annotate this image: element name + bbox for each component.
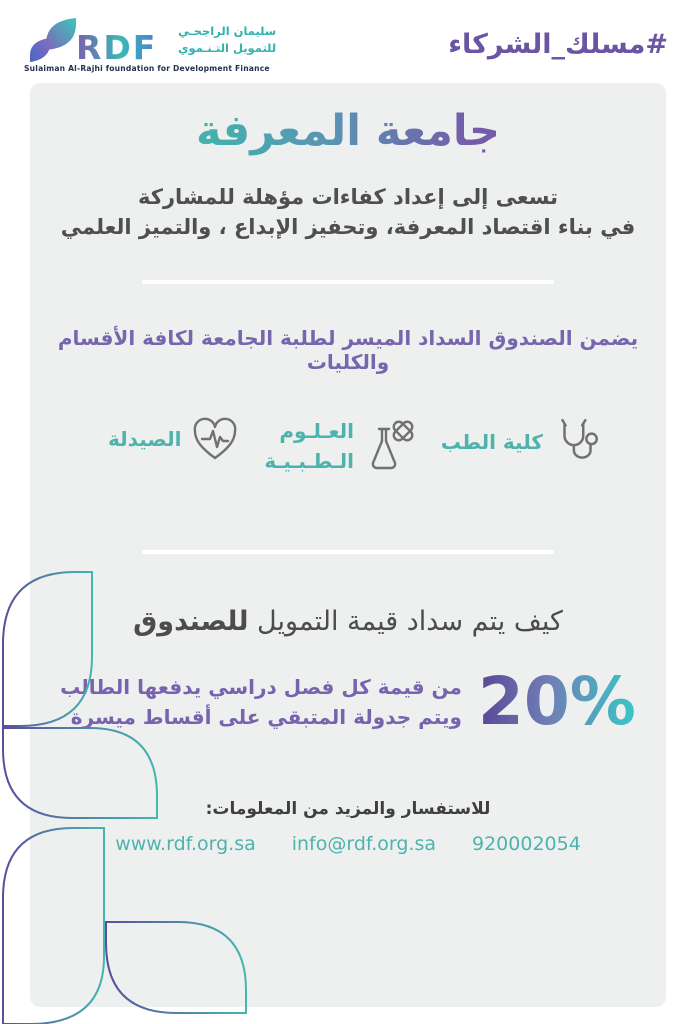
payment-description-line2: ويتم جدولة المتبقي على أقساط ميسرة bbox=[70, 705, 462, 730]
flask-bandage-icon bbox=[363, 417, 417, 475]
phone-link[interactable]: 920002054 bbox=[472, 833, 581, 856]
website-link[interactable]: www.rdf.org.sa bbox=[115, 833, 256, 856]
payment-heading bbox=[30, 606, 666, 637]
logo-arabic-line2: للتمويل التـنـموي bbox=[178, 40, 277, 55]
subtitle bbox=[30, 183, 666, 243]
page-title: جامعة المعرفة bbox=[196, 105, 500, 159]
college-label bbox=[108, 424, 181, 454]
rdf-logo bbox=[24, 17, 276, 73]
payment-description bbox=[60, 672, 462, 732]
card-content bbox=[30, 105, 666, 855]
percent-value: 20% bbox=[477, 663, 636, 741]
logo-rdf-letters: RDF bbox=[76, 27, 158, 63]
logo-arabic-line1: سليمان الراجحـي bbox=[178, 23, 277, 38]
payment-row bbox=[30, 663, 666, 741]
fund-statement: يضمن الصندوق السداد الميسر لطلبة الجامعة لكافة الأقسام والكليات bbox=[57, 326, 639, 375]
college-label-line: الـطـبـيـة bbox=[264, 449, 355, 474]
college-label bbox=[264, 416, 354, 476]
logo-english-tagline: Sulaiman Al-Rajhi foundation for Development Finance bbox=[24, 63, 270, 73]
contact-links bbox=[30, 833, 666, 855]
colleges-row bbox=[30, 416, 666, 476]
college-label-line: الصيدلة bbox=[108, 427, 182, 452]
subtitle-line2: في بناء اقتصاد المعرفة، وتحفيز الإبداع ، والتميز العلمي bbox=[60, 214, 636, 239]
logo-petal-small bbox=[30, 38, 50, 62]
payment-heading-regular: كيف يتم سداد قيمة التمويل bbox=[248, 606, 563, 638]
campaign-hashtag: #مسلك_الشركاء bbox=[448, 29, 668, 60]
payment-description-line1: من قيمة كل فصل دراسي يدفعها الطالب bbox=[60, 675, 462, 700]
divider-top bbox=[142, 280, 554, 284]
stethoscope-icon bbox=[552, 416, 602, 468]
rdf-logo-mark-icon bbox=[24, 17, 172, 63]
college-medicine bbox=[441, 416, 602, 468]
logo-petal-large bbox=[46, 18, 76, 50]
college-label bbox=[441, 427, 543, 457]
college-pharmacy bbox=[108, 416, 240, 462]
subtitle-line1: تسعى إلى إعداد كفاءات مؤهلة للمشاركة bbox=[138, 184, 558, 209]
college-label-line: العـلـوم bbox=[279, 419, 355, 444]
email-link[interactable]: info@rdf.org.sa bbox=[291, 833, 436, 856]
contact-heading: للاستفسار والمزيد من المعلومات: bbox=[205, 799, 491, 820]
logo-arabic-name bbox=[178, 23, 276, 56]
payment-heading-bold: للصندوق bbox=[133, 606, 249, 638]
header bbox=[0, 0, 694, 83]
title-wrap bbox=[30, 105, 666, 159]
rdf-logo-top bbox=[24, 17, 276, 63]
college-label-line: كلية الطب bbox=[440, 430, 543, 455]
content-card bbox=[30, 83, 666, 1007]
heart-pulse-icon bbox=[190, 416, 240, 462]
college-medical-sciences bbox=[264, 416, 417, 476]
divider-bottom bbox=[142, 550, 554, 554]
